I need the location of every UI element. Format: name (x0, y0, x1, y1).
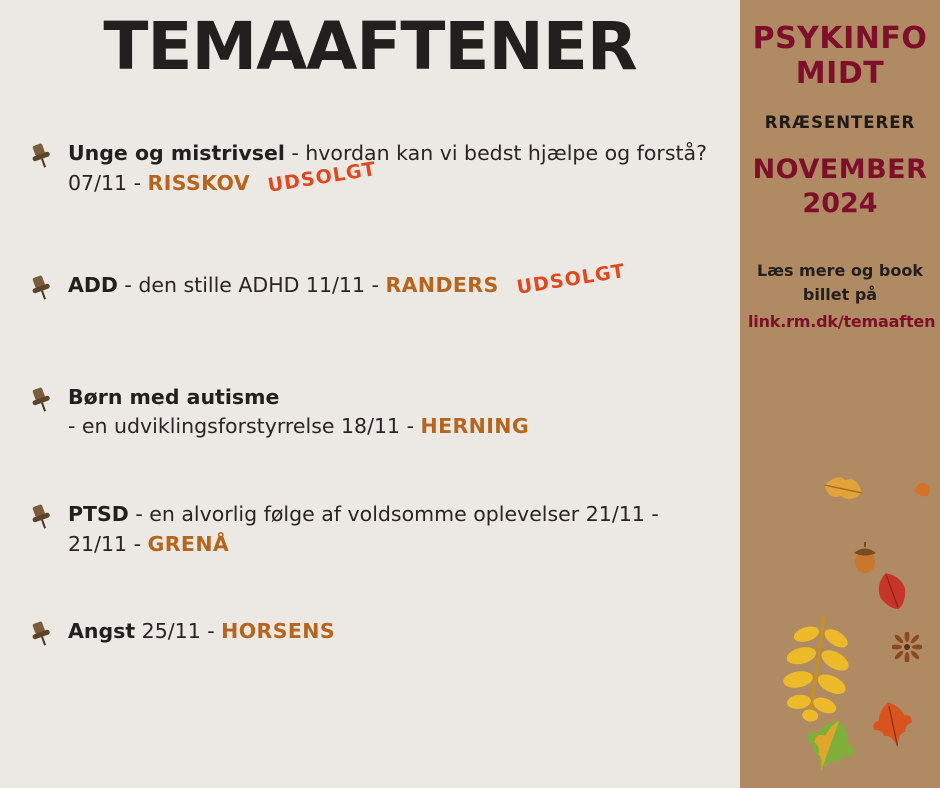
list-item (0, 617, 740, 669)
booking-link[interactable]: link.rm.dk/temaaften (748, 311, 936, 331)
pushpin-icon (26, 502, 56, 532)
event-place: RANDERS (385, 272, 499, 297)
event-subline (68, 412, 710, 442)
event-title: Børn med autisme (68, 384, 280, 409)
event-description: - hvordan kan vi bedst hjælpe og forstå? 07/11 - (68, 141, 707, 196)
leaf-icon (820, 470, 866, 514)
event-subline: 21/11 - GRENÅ (68, 531, 230, 556)
leaf-icon (870, 700, 916, 754)
pushpin-icon (26, 619, 56, 649)
event-title: Angst (68, 619, 136, 644)
leaf-icon (774, 612, 860, 726)
event-title: PTSD (68, 502, 129, 526)
presents-label: RRÆSENTERER (764, 113, 916, 132)
year-label: 2024 (802, 188, 878, 220)
event-description-2: - en udviklingsforstyrrelse 18/11 - (68, 414, 421, 439)
event-place: RISSKOV (147, 171, 251, 196)
event-text (68, 500, 710, 559)
brand-name (748, 22, 932, 91)
event-place: HERNING (420, 414, 530, 439)
pushpin-icon (26, 273, 56, 303)
event-title: ADD (68, 272, 118, 297)
event-text (68, 383, 710, 442)
event-text (68, 617, 710, 647)
leaf-icon (872, 570, 912, 616)
status-badge: UDSOLGT (266, 157, 379, 197)
brand-line-2: MIDT (795, 55, 885, 91)
month-label: NOVEMBER (752, 154, 928, 185)
booking-text: Læs mere og book billet på (757, 261, 923, 304)
event-description: - den stille ADHD 11/11 - (117, 272, 386, 297)
leaf-icon (912, 478, 934, 504)
list-item (0, 139, 740, 200)
event-text (68, 139, 710, 200)
pushpin-icon (26, 385, 56, 415)
event-description: - en alvorlig følge af voldsomme oplevelser 21/11 - (128, 502, 659, 526)
event-place: GRENÅ (147, 531, 230, 556)
acorn-icon (850, 540, 880, 578)
list-item (0, 500, 740, 559)
leaf-icon (800, 716, 860, 780)
star-anise-icon (892, 632, 922, 666)
event-place: HORSENS (221, 619, 336, 644)
brand-line-1: PSYKINFO (752, 21, 928, 56)
booking-info (748, 259, 936, 333)
event-list (0, 81, 740, 669)
event-title: Unge og mistrivsel (68, 141, 285, 166)
list-item (0, 259, 740, 323)
pushpin-icon (26, 141, 56, 171)
poster-sidebar (740, 0, 940, 788)
event-text (68, 259, 710, 303)
event-description: 25/11 - (135, 619, 222, 644)
status-badge: UDSOLGT (514, 259, 627, 299)
list-item (0, 383, 740, 442)
page-title: TEMAAFTENER (103, 8, 637, 85)
